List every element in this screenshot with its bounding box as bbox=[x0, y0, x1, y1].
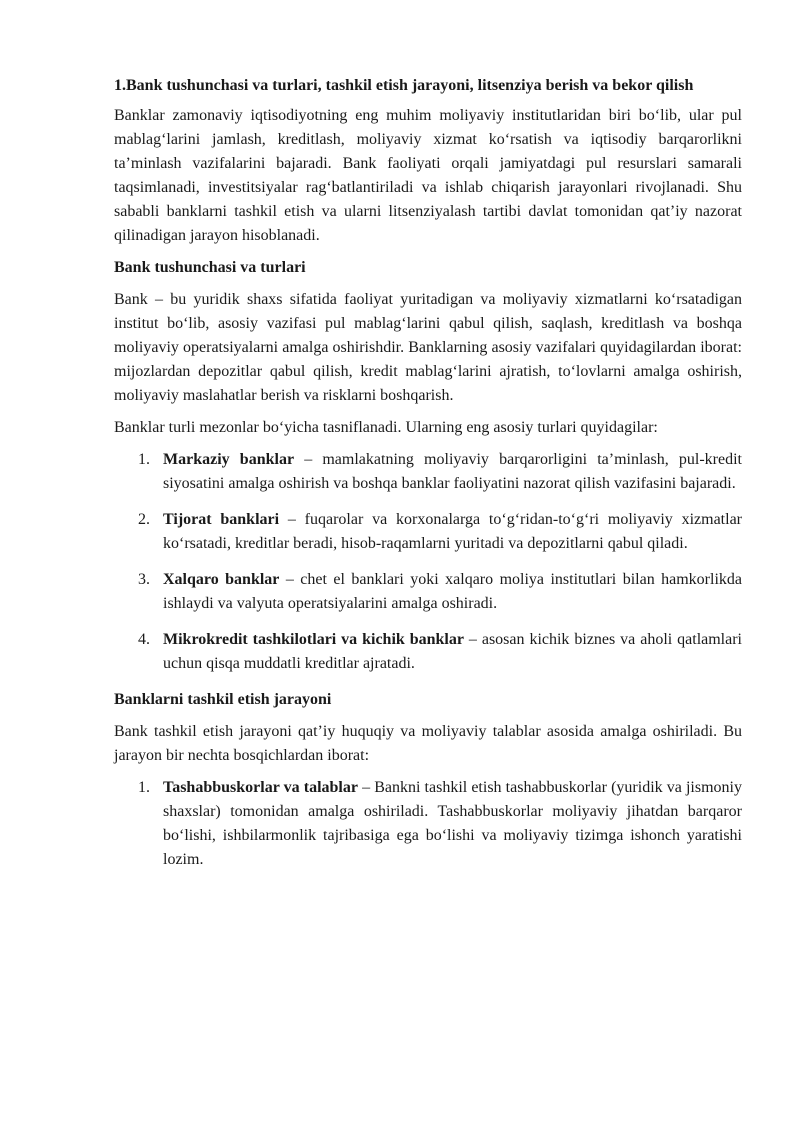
list-item-term: Markaziy banklar bbox=[163, 451, 295, 468]
intro-paragraph: Banklar zamonaviy iqtisodiyotning eng muhim moliyaviy institutlaridan biri bo‘lib, ular pul mablag‘larini jamlash, kreditlash, moliyaviy xizmat ko‘rsatish va iqtisodiy barqarorlikni ta’minlash vazifalarini bajaradi. Bank faoliyati orqali jamiyatdagi pul resurslari samarali taqsimlanadi, investitsiyalar rag‘batlantiriladi va ishlab chiqarish jarayonlari rivojlanadi. Shu sababli banklarni tashkil etish va ularni litsenziyalash tartibi davlat tomonidan qat’iy nazorat qilinadigan jarayon hisoblanadi. bbox=[114, 107, 742, 244]
list-item-text: – chet el banklari yoki xalqaro moliya institutlari bilan hamkorlikda ishlaydi va valyuta operatsiyalarini amalga oshiradi. bbox=[163, 571, 743, 612]
main-heading: 1.Bank tushunchasi va turlari, tashkil etish jarayoni, litsenziya berish va bekor qilish bbox=[114, 77, 694, 94]
section-heading-establishment: Banklarni tashkil etish jarayoni bbox=[114, 691, 332, 708]
list-item-text: – Bankni tashkil etish tashabbuskorlar (yuridik va jismoniy shaxslar) tomonidan amalga oshiriladi. Tashabbuskorlar moliyaviy jihatdan barqaror bo‘lishi, ishbilarmonlik tajribasiga ega bo‘lishi va moliyaviy tizimga ishonch yaratishi lozim. bbox=[163, 779, 742, 868]
section-heading-bank-concept: Bank tushunchasi va turlari bbox=[114, 259, 306, 276]
bank-types-list bbox=[114, 448, 742, 676]
list-item-text: – mamlakatning moliyaviy barqarorligini ta’minlash, pul-kredit siyosatini amalga oshirish va boshqa banklar faoliyatini nazorat qilish vazifasini bajaradi. bbox=[163, 451, 742, 492]
bank-types-intro-paragraph: Banklar turli mezonlar bo‘yicha tasniflanadi. Ularning eng asosiy turlari quyidagilar: bbox=[114, 419, 658, 436]
list-item bbox=[114, 568, 742, 616]
bank-definition-paragraph: Bank – bu yuridik shaxs sifatida faoliyat yuritadigan va moliyaviy xizmatlarni ko‘rsatadigan institut bo‘lib, asosiy vazifasi pul mablag‘larini qabul qilish, saqlash, kreditlash va boshqa moliyaviy operatsiyalarni amalga oshirishdir. Banklarning asosiy vazifalari quyidagilardan iborat: mijozlardan depozitlar qabul qilish, kredit mablag‘larini ajratish, to‘lovlarni amalga oshirish, moliyaviy maslahatlar berish va risklarni boshqarish. bbox=[114, 291, 742, 404]
establishment-intro-paragraph: Bank tashkil etish jarayoni qat’iy huquqiy va moliyaviy talablar asosida amalga oshiriladi. Bu jarayon bir nechta bosqichlardan iborat: bbox=[114, 723, 742, 764]
list-item bbox=[114, 776, 742, 872]
list-item-text: – asosan kichik biznes va aholi qatlamlari uchun qisqa muddatli kreditlar ajratadi. bbox=[163, 631, 743, 672]
document-page bbox=[114, 74, 742, 884]
list-item-number: 3. bbox=[138, 571, 150, 588]
list-item-term: Mikrokredit tashkilotlari va kichik banklar bbox=[163, 631, 464, 648]
list-item-number: 1. bbox=[138, 779, 150, 796]
list-item-text: – fuqarolar va korxonalarga to‘g‘ridan-to‘g‘ri moliyaviy xizmatlar ko‘rsatadi, kreditlar beradi, hisob-raqamlarni yuritadi va depozitlarni qabul qiladi. bbox=[163, 511, 742, 552]
list-item bbox=[114, 448, 742, 496]
list-item-number: 2. bbox=[138, 511, 150, 528]
list-item-term: Tijorat banklari bbox=[163, 511, 280, 528]
establishment-steps-list bbox=[114, 776, 742, 872]
list-item-term: Tashabbuskorlar va talablar bbox=[163, 779, 358, 796]
list-item-term: Xalqaro banklar bbox=[163, 571, 280, 588]
list-item-number: 4. bbox=[138, 631, 150, 648]
list-item bbox=[114, 508, 742, 556]
list-item bbox=[114, 628, 742, 676]
list-item-number: 1. bbox=[138, 451, 150, 468]
